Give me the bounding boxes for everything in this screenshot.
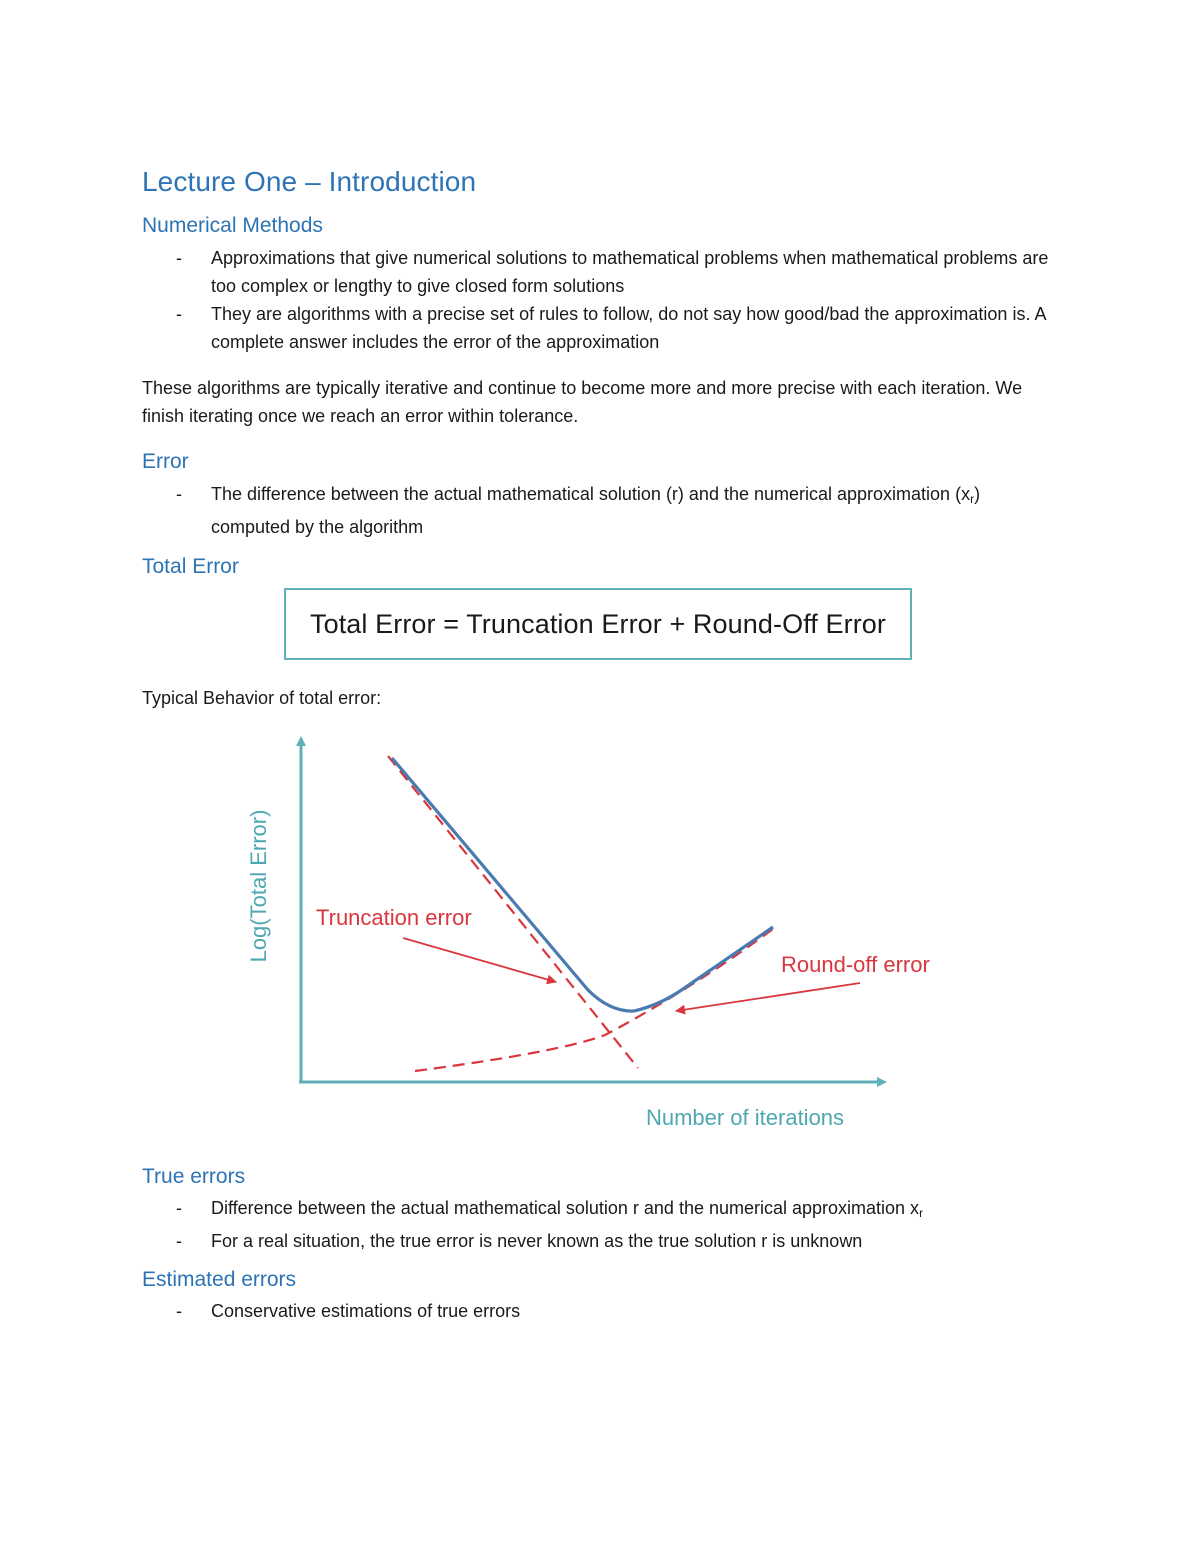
true-errors-list — [142, 1194, 1062, 1255]
round-off-error-dashed-line — [415, 929, 773, 1071]
heading-estimated-errors: Estimated errors — [142, 1268, 297, 1291]
list-item-text: Approximations that give numerical solutions to mathematical problems when mathematical problems are too complex or lengthy to give closed form solutions — [211, 248, 1049, 296]
list-item-text-tail: ) computed by the algorithm — [211, 484, 981, 537]
heading-numerical-methods: Numerical Methods — [142, 214, 323, 237]
list-item-text: Difference between the actual mathematical solution r and the numerical approximation x — [211, 1198, 920, 1218]
dash-bullet: - — [176, 1231, 182, 1251]
list-item — [142, 1194, 1062, 1227]
dash-bullet: - — [176, 248, 182, 268]
subscript: r — [970, 492, 975, 506]
dash-bullet: - — [176, 484, 182, 504]
algorithms-paragraph: These algorithms are typically iterative and continue to become more and more precise with each iteration. We finish iterating once we reach an error within tolerance. — [142, 378, 1023, 426]
total-error-curve — [392, 758, 773, 1011]
estimated-errors-list — [142, 1297, 1062, 1325]
list-item-text: For a real situation, the true error is never known as the true solution r is unknown — [211, 1231, 863, 1251]
truncation-error-arrow — [403, 938, 556, 982]
formula-text: Total Error = Truncation Error + Round-Off Error — [309, 608, 887, 639]
list-item — [142, 1297, 1062, 1325]
round-off-error-annotation: Round-off error — [781, 952, 930, 977]
list-item-text: The difference between the actual mathematical solution (r) and the numerical approximation (x — [211, 484, 971, 504]
dash-bullet: - — [176, 304, 182, 324]
dash-bullet: - — [176, 1198, 182, 1218]
chart-x-axis-label: Number of iterations — [645, 1105, 845, 1130]
list-item — [142, 1227, 1062, 1255]
heading-true-errors: True errors — [142, 1165, 246, 1188]
heading-total-error: Total Error — [142, 555, 239, 578]
dash-bullet: - — [176, 1301, 182, 1321]
subscript: r — [919, 1206, 924, 1220]
truncation-error-annotation: Truncation error — [316, 905, 472, 930]
page-title: Lecture One – Introduction — [142, 166, 477, 197]
list-item-text: They are algorithms with a precise set of rules to follow, do not say how good/bad the approximation is. A complete answer includes the error of the approximation — [211, 304, 1046, 352]
chart-y-axis-label: Log(Total Error) — [246, 809, 271, 963]
list-item-text: Conservative estimations of true errors — [211, 1301, 521, 1321]
heading-error: Error — [142, 450, 189, 473]
chart-caption: Typical Behavior of total error: — [142, 688, 382, 708]
round-off-error-arrow — [676, 983, 860, 1011]
